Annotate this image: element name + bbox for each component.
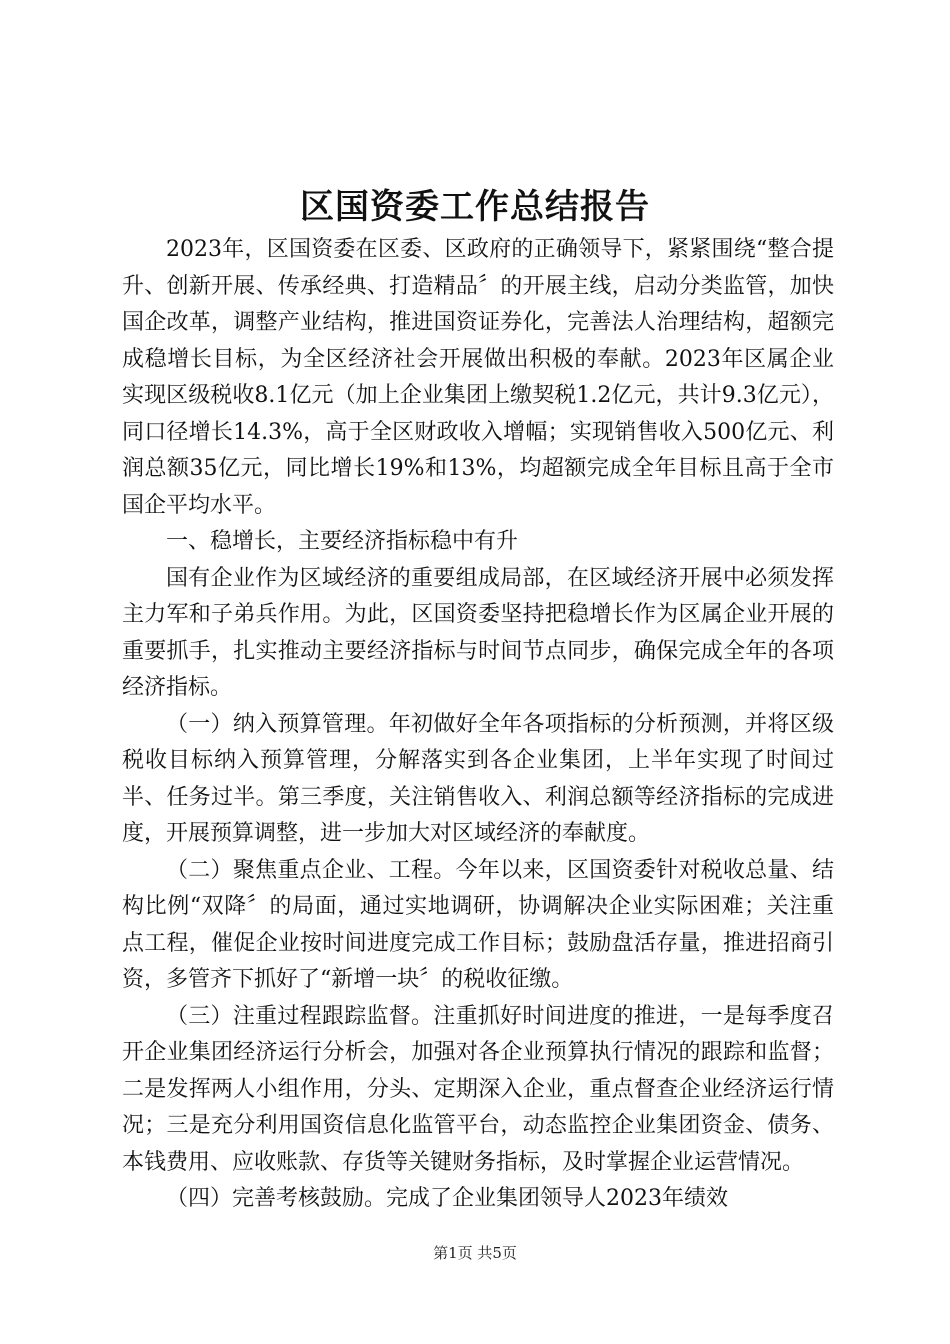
- paragraph-item-1: （一）纳入预算管理。年初做好全年各项指标的分析预测，并将区级税收目标纳入预算管理，分解落实到各企业集团，上半年实现了时间过半、任务过半。第三季度，关注销售收入、利润总额等经济指标的完成进度，开展预算调整，进一步加大对区域经济的奉献度。: [122, 711, 834, 846]
- section-heading-1: 一、稳增长，主要经济指标稳中有升: [166, 529, 519, 554]
- page-number-footer: 第1页 共5页: [433, 1244, 517, 1262]
- document-body: [122, 232, 834, 1218]
- paragraph-item-2: （二）聚焦重点企业、工程。今年以来，区国资委针对税收总量、结构比例“双降〞的局面，通过实地调研，协调解决企业实际困难；关注重点工程，催促企业按时间进度完成工作目标；鼓励盘活存量，推进招商引资，多管齐下抓好了“新增一块〞的税收征缴。: [122, 857, 834, 992]
- paragraph-intro: 2023年，区国资委在区委、区政府的正确领导下，紧紧围绕“整合提升、创新开展、传承经典、打造精品〞的开展主线，启动分类监管，加快国企改革，调整产业结构，推进国资证券化，完善法人治理结构，超额完成稳增长目标，为全区经济社会开展做出积极的奉献。2023年区属企业实现区级税收8.1亿元（加上企业集团上缴契税1.2亿元，共计9.3亿元），同口径增长14.3%，高于全区财政收入增幅；实现销售收入500亿元、利润总额35亿元，同比增长19%和13%，均超额完成全年目标且高于全市国企平均水平。: [122, 237, 834, 518]
- document-title: 区国资委工作总结报告: [300, 187, 650, 227]
- paragraph-item-3: （三）注重过程跟踪监督。注重抓好时间进度的推进，一是每季度召开企业集团经济运行分析会，加强对各企业预算执行情况的跟踪和监督；二是发挥两人小组作用，分头、定期深入企业，重点督查企业经济运行情况；三是充分利用国资信息化监管平台，动态监控企业集团资金、债务、本钱费用、应收账款、存货等关键财务指标，及时掌握企业运营情况。: [122, 1003, 834, 1175]
- paragraph-item-4: （四）完善考核鼓励。完成了企业集团领导人2023年绩效: [166, 1186, 728, 1211]
- paragraph-section-1-intro: 国有企业作为区域经济的重要组成局部，在区域经济开展中必须发挥主力军和子弟兵作用。为此，区国资委坚持把稳增长作为区属企业开展的重要抓手，扎实推动主要经济指标与时间节点同步，确保完成全年的各项经济指标。: [122, 565, 834, 700]
